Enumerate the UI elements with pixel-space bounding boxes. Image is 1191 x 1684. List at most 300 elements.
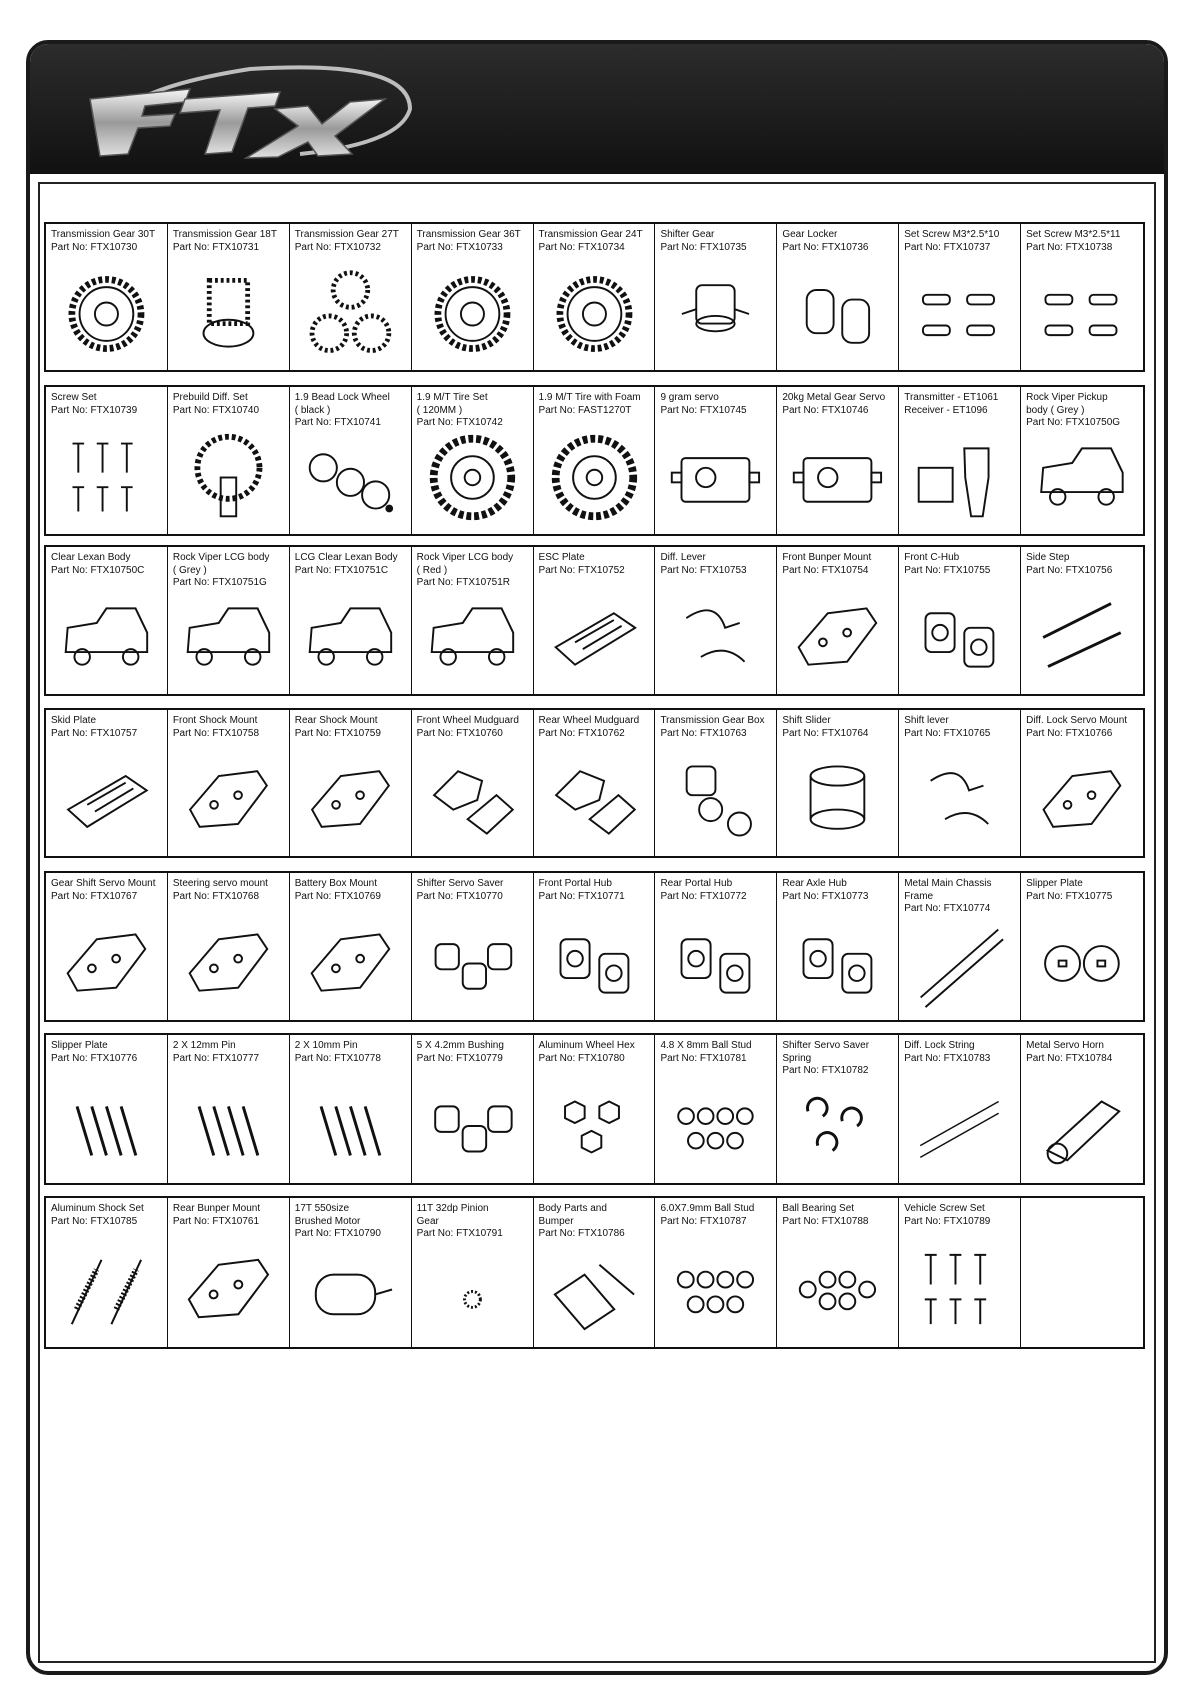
part-number: Part No: FTX10751G	[172, 577, 267, 588]
part-caption	[539, 392, 653, 417]
bumper-icon	[542, 1240, 647, 1339]
part-caption	[660, 229, 774, 254]
part-name: Aluminum Shock Set	[51, 1203, 144, 1214]
part-name: Set Screw M3*2.5*10	[904, 229, 1000, 240]
part-cell	[168, 387, 290, 534]
part-caption	[782, 229, 896, 254]
part-name: 1.9 M/T Tire Set ( 120MM )	[416, 392, 488, 416]
part-caption	[295, 229, 409, 254]
part-name: Front Wheel Mudguard	[416, 715, 519, 726]
part-number: Part No: FTX10779	[416, 1052, 503, 1064]
part-number: Part No: FTX10782	[782, 1065, 869, 1076]
part-cell	[46, 1198, 168, 1347]
string-icon	[907, 1077, 1012, 1175]
servo-horn-icon	[1029, 1077, 1135, 1175]
part-caption	[539, 878, 653, 903]
part-number: Part No: FAST1270T	[538, 404, 632, 416]
part-cell	[46, 387, 168, 534]
part-number: Part No: FTX10736	[782, 241, 869, 253]
part-caption	[295, 1040, 409, 1065]
parts-row	[44, 1033, 1145, 1185]
part-caption	[782, 1203, 896, 1228]
part-cell	[899, 224, 1021, 370]
part-name: Rear Axle Hub	[782, 878, 847, 889]
truck-body-icon	[1029, 429, 1135, 526]
servo-icon	[663, 429, 768, 526]
part-cell	[290, 873, 412, 1020]
gear-icon	[54, 266, 159, 362]
part-number: Part No: FTX10746	[782, 404, 869, 416]
spring-icon	[785, 1077, 890, 1175]
part-cell	[777, 224, 899, 370]
part-caption	[51, 229, 165, 254]
parts-row	[44, 871, 1145, 1022]
part-caption	[417, 552, 531, 590]
bracket-icon	[176, 752, 281, 848]
part-cell	[290, 1035, 412, 1183]
pin-icon	[54, 1077, 159, 1175]
part-cell	[534, 710, 656, 856]
part-cell	[290, 547, 412, 694]
part-name: Transmission Gear 18T	[172, 229, 277, 240]
part-number: Part No: FTX10769	[294, 890, 381, 902]
part-cell	[168, 873, 290, 1020]
part-number: Part No: FTX10761	[172, 1215, 260, 1227]
slipper-icon	[1029, 915, 1135, 1012]
part-cell	[412, 387, 534, 534]
part-name: Rock Viper LCG body ( Red )	[416, 552, 514, 576]
part-cell	[168, 547, 290, 694]
truck-body-icon	[176, 589, 281, 686]
part-name: 6.0X7.9mm Ball Stud	[660, 1203, 755, 1214]
part-caption	[1026, 878, 1141, 903]
parts-row	[44, 708, 1145, 858]
part-caption	[539, 552, 653, 577]
part-caption	[295, 715, 409, 740]
part-caption	[782, 715, 896, 740]
part-cell	[412, 1198, 534, 1347]
part-name: Vehicle Screw Set	[904, 1203, 985, 1214]
part-number: Part No: FTX10751C	[294, 564, 389, 576]
motor-icon	[298, 1240, 403, 1339]
plate-icon	[542, 589, 647, 686]
part-caption	[1026, 715, 1141, 740]
part-name: Clear Lexan Body	[51, 552, 131, 563]
servo-icon	[785, 429, 890, 526]
part-caption	[782, 1040, 896, 1078]
part-number: Part No: FTX10762	[538, 727, 625, 739]
part-caption	[417, 1040, 531, 1065]
part-number: Part No: FTX10780	[538, 1052, 625, 1064]
part-cell	[168, 710, 290, 856]
part-caption	[1026, 1040, 1141, 1065]
part-cell	[46, 1035, 168, 1183]
part-caption	[173, 392, 287, 417]
part-caption	[295, 878, 409, 903]
part-name: Shifter Servo Saver	[416, 878, 504, 889]
part-name: 2 X 10mm Pin	[294, 1040, 358, 1051]
header-bar	[30, 44, 1164, 174]
parts-row	[44, 1196, 1145, 1349]
part-name: 1.9 M/T Tire with Foam	[538, 392, 641, 403]
part-cell	[655, 1198, 777, 1347]
part-name: Metal Servo Horn	[1026, 1040, 1104, 1051]
part-name: Skid Plate	[51, 715, 97, 726]
bracket-icon	[176, 1240, 281, 1339]
part-number: Part No: FTX10773	[782, 890, 869, 902]
part-name: Front Portal Hub	[538, 878, 612, 889]
part-name: Screw Set	[51, 392, 97, 403]
hub-icon	[542, 915, 647, 1012]
part-name: Front C-Hub	[904, 552, 960, 563]
part-number: Part No: FTX10759	[294, 727, 381, 739]
part-name: Diff. Lock Servo Mount	[1026, 715, 1128, 726]
part-number: Part No: FTX10733	[416, 241, 503, 253]
part-name: Rock Viper LCG body ( Grey )	[172, 552, 270, 576]
part-number: Part No: FTX10763	[660, 727, 747, 739]
part-name: Body Parts and Bumper	[538, 1203, 607, 1227]
hub-icon	[785, 915, 890, 1012]
part-cell	[412, 710, 534, 856]
part-cell	[534, 387, 656, 534]
part-name: Transmitter - ET1061 Receiver - ET1096	[904, 392, 999, 416]
part-number: Part No: FTX10752	[538, 564, 625, 576]
part-caption	[904, 1203, 1018, 1228]
part-number: Part No: FTX10751R	[416, 577, 511, 588]
part-name: Rear Bunper Mount	[172, 1203, 261, 1214]
part-number: Part No: FTX10790	[294, 1228, 381, 1239]
part-number: Part No: FTX10764	[782, 727, 869, 739]
part-name: Rear Portal Hub	[660, 878, 733, 889]
part-name: 17T 550size Brushed Motor	[294, 1203, 361, 1227]
part-caption	[904, 1040, 1018, 1065]
part-number: Part No: FTX10768	[172, 890, 260, 902]
part-name: Steering servo mount	[172, 878, 268, 889]
part-caption	[904, 552, 1018, 577]
part-caption	[417, 715, 531, 740]
part-cell	[290, 710, 412, 856]
part-caption	[173, 1203, 287, 1228]
part-cell	[534, 1035, 656, 1183]
part-caption	[539, 715, 653, 740]
part-name: Shift lever	[904, 715, 949, 726]
transmitter-icon	[907, 429, 1012, 526]
part-cell	[1021, 1198, 1143, 1347]
part-cell	[777, 547, 899, 694]
part-number: Part No: FTX10740	[172, 404, 260, 416]
part-cell	[899, 873, 1021, 1020]
part-cell	[534, 224, 656, 370]
part-caption	[51, 1203, 165, 1228]
part-caption	[660, 1203, 774, 1228]
part-name: Transmission Gear 27T	[294, 229, 399, 240]
part-caption	[173, 878, 287, 903]
locker-icon	[785, 266, 890, 362]
ftx-logo	[50, 54, 450, 164]
part-number: Part No: FTX10783	[904, 1052, 991, 1064]
wheel-parts-icon	[298, 429, 403, 526]
part-cell	[534, 873, 656, 1020]
part-name: Rear Wheel Mudguard	[538, 715, 640, 726]
part-caption	[904, 715, 1018, 740]
part-number: Part No: FTX10756	[1026, 564, 1113, 576]
part-name: Transmission Gear 30T	[51, 229, 156, 240]
part-caption	[782, 878, 896, 903]
part-caption	[904, 878, 1018, 916]
lever-icon	[907, 752, 1012, 848]
shifter-gear-icon	[663, 266, 768, 362]
part-name: 5 X 4.2mm Bushing	[416, 1040, 504, 1051]
part-name: 1.9 Bead Lock Wheel ( black )	[294, 392, 390, 416]
part-caption	[660, 392, 774, 417]
set-screw-icon	[1029, 266, 1135, 362]
part-caption	[539, 229, 653, 254]
side-step-icon	[1029, 589, 1135, 686]
part-number: Part No: FTX10734	[538, 241, 625, 253]
gear-set-icon	[298, 266, 403, 362]
part-cell	[412, 1035, 534, 1183]
bushing-icon	[420, 1077, 525, 1175]
truck-body-icon	[420, 589, 525, 686]
bracket-icon	[54, 915, 159, 1012]
part-cell	[777, 1198, 899, 1347]
part-name: Slipper Plate	[1026, 878, 1083, 889]
part-caption	[295, 552, 409, 577]
part-name: Front Shock Mount	[172, 715, 258, 726]
part-cell	[168, 224, 290, 370]
part-caption	[295, 1203, 409, 1241]
part-caption	[1026, 229, 1141, 254]
part-name: 9 gram servo	[660, 392, 719, 403]
part-number: Part No: FTX10765	[904, 727, 991, 739]
part-number: Part No: FTX10737	[904, 241, 991, 253]
part-cell	[46, 224, 168, 370]
shock-icon	[54, 1240, 159, 1339]
part-caption	[173, 715, 287, 740]
pinion-icon	[420, 1240, 525, 1339]
part-caption	[173, 552, 287, 590]
part-cell	[290, 224, 412, 370]
part-name: Shift Slider	[782, 715, 831, 726]
part-number: Part No: FTX10770	[416, 890, 503, 902]
tire-icon	[542, 429, 647, 526]
part-cell	[534, 547, 656, 694]
part-number: Part No: FTX10738	[1026, 241, 1113, 253]
part-cell	[899, 710, 1021, 856]
pin-icon	[176, 1077, 281, 1175]
screw-set-icon	[54, 429, 159, 526]
gear-icon	[542, 266, 647, 362]
part-number: Part No: FTX10775	[1026, 890, 1113, 902]
part-caption	[660, 715, 774, 740]
part-cell	[534, 1198, 656, 1347]
part-cell	[290, 1198, 412, 1347]
parts-row	[44, 545, 1145, 696]
part-number: Part No: FTX10766	[1026, 727, 1113, 739]
part-name: LCG Clear Lexan Body	[294, 552, 398, 563]
spur-gear-icon	[176, 266, 281, 362]
part-cell	[168, 1198, 290, 1347]
part-cell	[1021, 710, 1143, 856]
part-number: Part No: FTX10732	[294, 241, 381, 253]
part-caption	[904, 229, 1018, 254]
part-caption	[782, 552, 896, 577]
part-number: Part No: FTX10777	[172, 1052, 260, 1064]
part-caption	[660, 552, 774, 577]
part-caption	[539, 1203, 653, 1241]
part-name: Slipper Plate	[51, 1040, 108, 1051]
part-number: Part No: FTX10754	[782, 564, 869, 576]
part-caption	[51, 392, 165, 417]
part-name: Ball Bearing Set	[782, 1203, 855, 1214]
part-cell	[655, 873, 777, 1020]
part-cell	[1021, 873, 1143, 1020]
part-cell	[777, 873, 899, 1020]
bracket-icon	[1029, 752, 1135, 848]
part-caption	[1026, 552, 1141, 577]
part-number: Part No: FTX10787	[660, 1215, 747, 1227]
part-number: Part No: FTX10776	[51, 1052, 138, 1064]
part-name: 2 X 12mm Pin	[172, 1040, 236, 1051]
mudguard-icon	[542, 752, 647, 848]
part-name: Shifter Servo Saver Spring	[782, 1040, 870, 1064]
part-number: Part No: FTX10735	[660, 241, 747, 253]
bracket-icon	[298, 915, 403, 1012]
part-cell	[1021, 1035, 1143, 1183]
part-name: Diff. Lock String	[904, 1040, 975, 1051]
part-number: Part No: FTX10730	[51, 241, 138, 253]
mudguard-icon	[420, 752, 525, 848]
ball-stud-icon	[663, 1077, 768, 1175]
part-name: Rock Viper Pickup body ( Grey )	[1026, 392, 1108, 416]
part-name: Aluminum Wheel Hex	[538, 1040, 635, 1051]
hub-icon	[907, 589, 1012, 686]
part-name: 11T 32dp Pinion Gear	[416, 1203, 489, 1227]
part-cell	[1021, 224, 1143, 370]
part-number: Part No: FTX10786	[538, 1228, 625, 1239]
part-caption	[417, 1203, 531, 1241]
part-name: Transmission Gear 36T	[416, 229, 521, 240]
part-name: Rear Shock Mount	[294, 715, 378, 726]
part-cell	[777, 710, 899, 856]
part-cell	[46, 547, 168, 694]
part-cell	[899, 1198, 1021, 1347]
part-number: Part No: FTX10731	[172, 241, 260, 253]
part-caption	[417, 878, 531, 903]
part-cell	[412, 547, 534, 694]
part-caption	[539, 1040, 653, 1065]
part-name: Transmission Gear Box	[660, 715, 765, 726]
bushing-icon	[420, 915, 525, 1012]
part-name: Metal Main Chassis Frame	[904, 878, 992, 902]
part-caption	[295, 392, 409, 430]
part-cell	[777, 387, 899, 534]
part-name: Transmission Gear 24T	[538, 229, 643, 240]
part-caption	[51, 552, 165, 577]
gearbox-icon	[663, 752, 768, 848]
part-cell	[899, 547, 1021, 694]
part-cell	[46, 710, 168, 856]
part-name: 20kg Metal Gear Servo	[782, 392, 886, 403]
truck-body-icon	[54, 589, 159, 686]
part-cell	[899, 1035, 1021, 1183]
part-number: Part No: FTX10778	[294, 1052, 381, 1064]
part-name: Set Screw M3*2.5*11	[1026, 229, 1121, 240]
part-cell	[655, 1035, 777, 1183]
bearing-icon	[785, 1240, 890, 1339]
part-cell	[899, 387, 1021, 534]
part-number: Part No: FTX10767	[51, 890, 138, 902]
set-screw-icon	[907, 266, 1012, 362]
part-number: Part No: FTX10750G	[1026, 417, 1121, 428]
truck-body-icon	[298, 589, 403, 686]
plate-icon	[54, 752, 159, 848]
part-number: Part No: FTX10771	[538, 890, 625, 902]
lever-icon	[663, 589, 768, 686]
part-caption	[173, 1040, 287, 1065]
part-number: Part No: FTX10745	[660, 404, 747, 416]
part-cell	[655, 387, 777, 534]
parts-row	[44, 222, 1145, 372]
part-number: Part No: FTX10753	[660, 564, 747, 576]
part-name: Side Step	[1026, 552, 1070, 563]
part-caption	[417, 229, 531, 254]
part-cell	[777, 1035, 899, 1183]
part-number: Part No: FTX10757	[51, 727, 138, 739]
part-number: Part No: FTX10791	[416, 1228, 503, 1239]
part-cell	[1021, 547, 1143, 694]
pin-icon	[298, 1077, 403, 1175]
part-caption	[1026, 392, 1141, 430]
part-name: Diff. Lever	[660, 552, 706, 563]
part-cell	[412, 224, 534, 370]
part-number: Part No: FTX10742	[416, 417, 503, 428]
part-cell	[655, 710, 777, 856]
part-number: Part No: FTX10739	[51, 404, 138, 416]
part-name: Shifter Gear	[660, 229, 715, 240]
part-number: Part No: FTX10785	[51, 1215, 138, 1227]
part-cell	[46, 873, 168, 1020]
part-caption	[51, 878, 165, 903]
part-caption	[904, 392, 1018, 417]
tire-icon	[420, 429, 525, 526]
part-name: Gear Locker	[782, 229, 838, 240]
screw-set-icon	[907, 1240, 1012, 1339]
part-caption	[173, 229, 287, 254]
hub-icon	[663, 915, 768, 1012]
part-caption	[417, 392, 531, 430]
part-cell	[168, 1035, 290, 1183]
part-number: Part No: FTX10789	[904, 1215, 991, 1227]
part-number: Part No: FTX10760	[416, 727, 503, 739]
bracket-icon	[176, 915, 281, 1012]
part-caption	[51, 1040, 165, 1065]
part-name: 4.8 X 8mm Ball Stud	[660, 1040, 752, 1051]
part-caption	[51, 715, 165, 740]
diff-icon	[176, 429, 281, 526]
slider-icon	[785, 752, 890, 848]
part-caption	[660, 878, 774, 903]
part-number: Part No: FTX10741	[294, 417, 381, 428]
part-caption	[660, 1040, 774, 1065]
hex-icon	[542, 1077, 647, 1175]
part-number: Part No: FTX10774	[904, 903, 991, 914]
part-number: Part No: FTX10758	[172, 727, 260, 739]
part-number: Part No: FTX10750C	[51, 564, 145, 576]
gear-icon	[420, 266, 525, 362]
part-name: Gear Shift Servo Mount	[51, 878, 156, 889]
part-number: Part No: FTX10772	[660, 890, 747, 902]
